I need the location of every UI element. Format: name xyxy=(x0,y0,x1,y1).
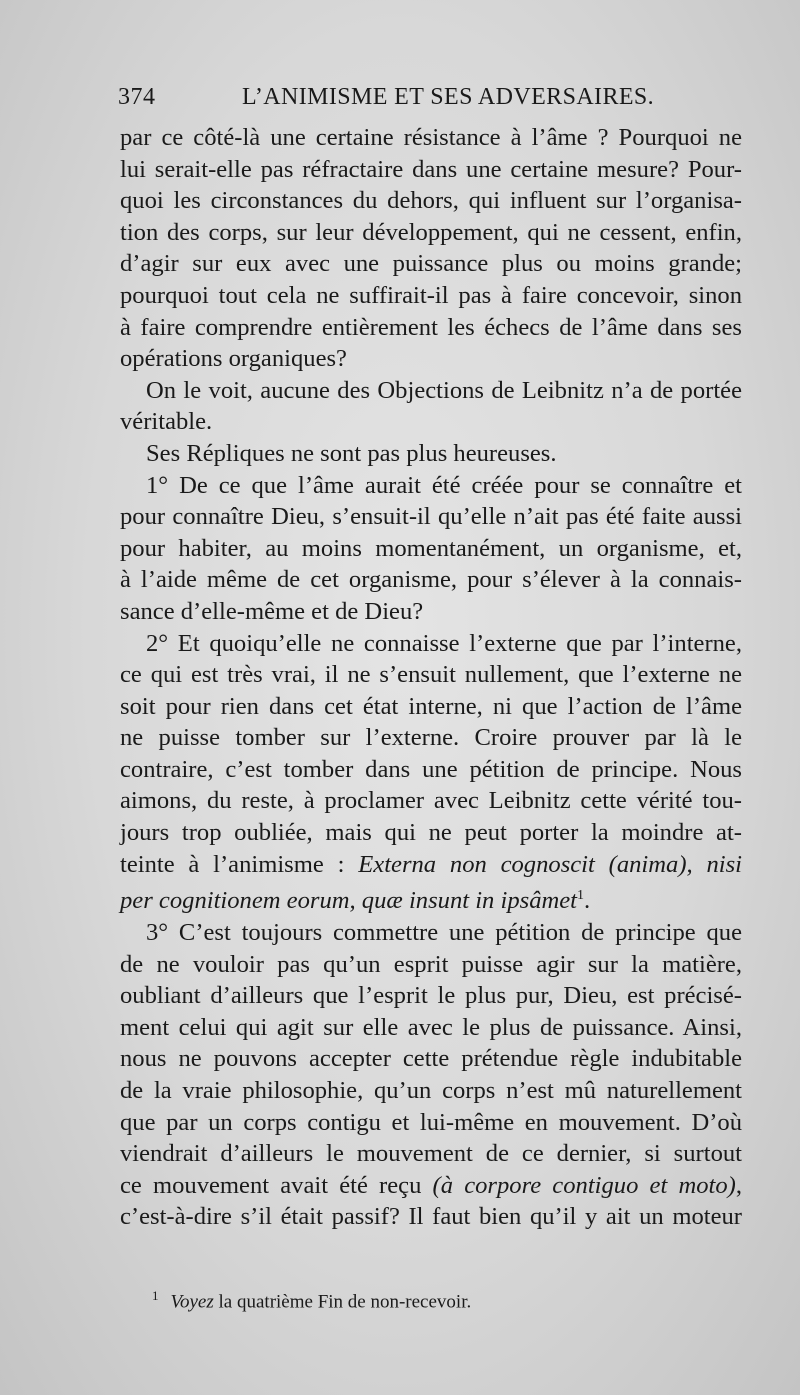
text-line: 1° De ce que l’âme aurait été créée pour se connaître et xyxy=(146,471,742,499)
text-line: par ce côté-là une certaine résistance à l’âme ? Pourquoi ne xyxy=(120,124,742,151)
footnote-italic: Voyez xyxy=(170,1291,214,1313)
text-line: 2° Et quoiqu’elle ne connaisse l’externe que par l’interne, xyxy=(146,629,742,657)
text-line: de la vraie philosophie, qu’un corps n’est mû naturellement xyxy=(120,1077,742,1104)
text-line: ment celui qui agit sur elle avec le plus de puissance. Ainsi, xyxy=(120,1013,742,1041)
text-line: On le voit, aucune des Objections de Leibnitz n’a de portée xyxy=(146,376,742,404)
paragraph-1 xyxy=(120,122,742,375)
text-line: de ne vouloir pas qu’un esprit puisse agir sur la matière, xyxy=(120,950,742,978)
text-line: pour habiter, au moins momentanément, un organisme, et, xyxy=(120,534,742,562)
text-line: à faire comprendre entièrement les échecs de l’âme dans ses xyxy=(120,313,742,341)
footnote xyxy=(152,1284,712,1314)
latin-quote: per cognitionem eorum, quæ insunt in ipsâmet xyxy=(120,887,578,915)
text-line: que par un corps contigu et lui-même en mouvement. D’où xyxy=(120,1108,742,1136)
paragraph-6 xyxy=(120,917,742,1233)
text-line: quoi les circonstances du dehors, qui influent sur l’organisa- xyxy=(120,187,742,215)
footnote-mark: 1 xyxy=(152,1288,159,1303)
text-line: véritable. xyxy=(120,408,213,436)
paragraph-3 xyxy=(120,438,742,470)
text-line: soit pour rien dans cet état interne, ni que l’action de l’âme xyxy=(120,692,742,720)
paragraph-5 xyxy=(120,628,742,918)
footnote-text: la quatrième Fin de non-recevoir. xyxy=(218,1291,472,1313)
text-line: jours trop oubliée, mais qui ne peut porter la moindre at- xyxy=(120,819,742,847)
latin-quote: Externa non cognoscit (anima), nisi xyxy=(358,850,742,878)
text-line-with-latin xyxy=(120,849,742,881)
footnote-reference[interactable]: 1 xyxy=(577,888,585,904)
text-line: ce qui est très vrai, il ne s’ensuit nullement, que l’externe ne xyxy=(120,661,742,689)
text-line: à l’aide même de cet organisme, pour s’élever à la connais- xyxy=(120,566,742,594)
text-line: lui serait-elle pas réfractaire dans une certaine mesure? Pour- xyxy=(120,155,742,183)
text-line: pour connaître Dieu, s’ensuit-il qu’elle n’ait pas été faite aussi xyxy=(120,503,742,531)
body-text xyxy=(120,122,742,1233)
text-line: contraire, c’est tomber dans une pétition de principe. Nous xyxy=(120,755,742,783)
text-line: oubliant d’ailleurs que l’esprit le plus pur, Dieu, est précisé- xyxy=(120,982,742,1010)
paragraph-4 xyxy=(120,470,742,628)
text-line: aimons, du reste, à proclamer avec Leibnitz cette vérité tou- xyxy=(120,787,742,815)
page-number: 374 xyxy=(118,84,156,110)
text-line: d’agir sur eux avec une puissance plus ou moins grande; xyxy=(120,250,742,278)
latin-quote: (à corpore contiguo et moto) xyxy=(432,1171,736,1199)
text-line-with-latin: per cognitionem eorum, quæ insunt in ipsâmet$^1$. xyxy=(120,887,591,915)
text-segment: teinte à l’animisme : xyxy=(120,850,345,878)
paragraph-2 xyxy=(120,375,742,438)
text-line: opérations organiques? xyxy=(120,345,347,373)
text-line: c’est-à-dire s’il était passif? Il faut bien qu’il y ait un moteur xyxy=(120,1203,742,1231)
text-line: ne puisse tomber sur l’externe. Croire prouver par là le xyxy=(120,724,742,752)
text-line: 3° C’est toujours commettre une pétition de principe que xyxy=(146,919,742,947)
text-line: viendrait d’ailleurs le mouvement de ce dernier, si surtout xyxy=(120,1140,742,1168)
running-head: L’ANIMISME ET SES ADVERSAIRES. xyxy=(242,84,655,110)
page-header xyxy=(118,84,740,120)
text-line: tion des corps, sur leur développement, qui ne cessent, enfin, xyxy=(120,218,742,246)
text-line: nous ne pouvons accepter cette prétendue règle indubitable xyxy=(120,1045,742,1073)
text-line-with-latin: ce mouvement avait été reçu (à corpore contiguo et moto), xyxy=(120,1171,742,1199)
text-line: Ses Répliques ne sont pas plus heureuses. xyxy=(146,439,557,467)
text-line: sance d’elle-même et de Dieu? xyxy=(120,597,424,625)
text-line: pourquoi tout cela ne suffirait-il pas à faire concevoir, sinon xyxy=(120,281,742,309)
text-segment: ce mouvement avait été reçu xyxy=(120,1171,422,1199)
